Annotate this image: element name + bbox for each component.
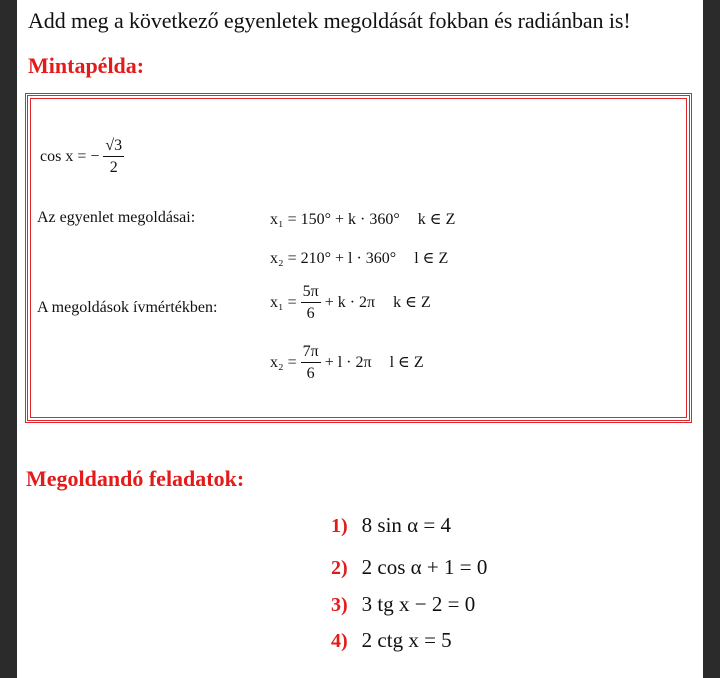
radian-2-condition: l ∈ Z [389, 354, 424, 372]
instruction-text: Add meg a következő egyenletek megoldását fokban és radiánban is! [28, 8, 631, 33]
example-heading: Mintapélda: [28, 53, 145, 78]
radian-solution-1 [270, 282, 431, 325]
task-number: 1) [331, 515, 348, 537]
task-equation: 2 cos α + 1 = 0 [361, 555, 488, 579]
solution-2-expr: x₂ = 210° + l · 360° [270, 250, 397, 267]
radian-1-lhs: x₁ = [270, 294, 297, 312]
radian-1-condition: k ∈ Z [393, 294, 431, 312]
example-box [25, 93, 692, 423]
given-lhs: cos x = − [40, 148, 100, 166]
radian-2-lhs: x₂ = [270, 354, 297, 372]
radian-2-fraction [301, 342, 321, 385]
solution-1-expr: x₁ = 150° + k · 360° [270, 211, 400, 228]
task-equation: 3 tg x − 2 = 0 [361, 592, 476, 616]
task-item [331, 555, 487, 580]
radian-1-denominator: 6 [306, 305, 315, 322]
worksheet-page [17, 0, 703, 678]
radian-2-denominator: 6 [306, 365, 315, 382]
radian-2-rest: + l · 2π [324, 354, 372, 372]
given-fraction [103, 136, 124, 179]
task-item [331, 592, 475, 617]
task-equation: 8 sin α = 4 [361, 513, 452, 537]
task-number: 4) [331, 630, 348, 652]
solutions-label: Az egyenlet megoldásai: [37, 209, 196, 226]
solution-1-condition: k ∈ Z [417, 211, 456, 228]
given-equation [40, 136, 124, 179]
radian-1-numerator: 5π [301, 282, 321, 303]
solution-2-condition: l ∈ Z [414, 250, 449, 267]
task-equation: 2 ctg x = 5 [361, 628, 452, 652]
task-item [331, 513, 451, 538]
given-numerator: √3 [103, 136, 124, 157]
radian-solution-2 [270, 342, 424, 385]
task-item [331, 628, 452, 653]
given-denominator: 2 [109, 159, 118, 176]
tasks-heading: Megoldandó feladatok: [26, 466, 245, 491]
task-number: 3) [331, 594, 348, 616]
radian-1-fraction [301, 282, 321, 325]
radian-2-numerator: 7π [301, 342, 321, 363]
solution-1 [270, 209, 455, 229]
task-number: 2) [331, 557, 348, 579]
solution-2 [270, 248, 448, 268]
radian-label: A megoldások ívmértékben: [37, 299, 218, 316]
radian-1-rest: + k · 2π [324, 294, 376, 312]
